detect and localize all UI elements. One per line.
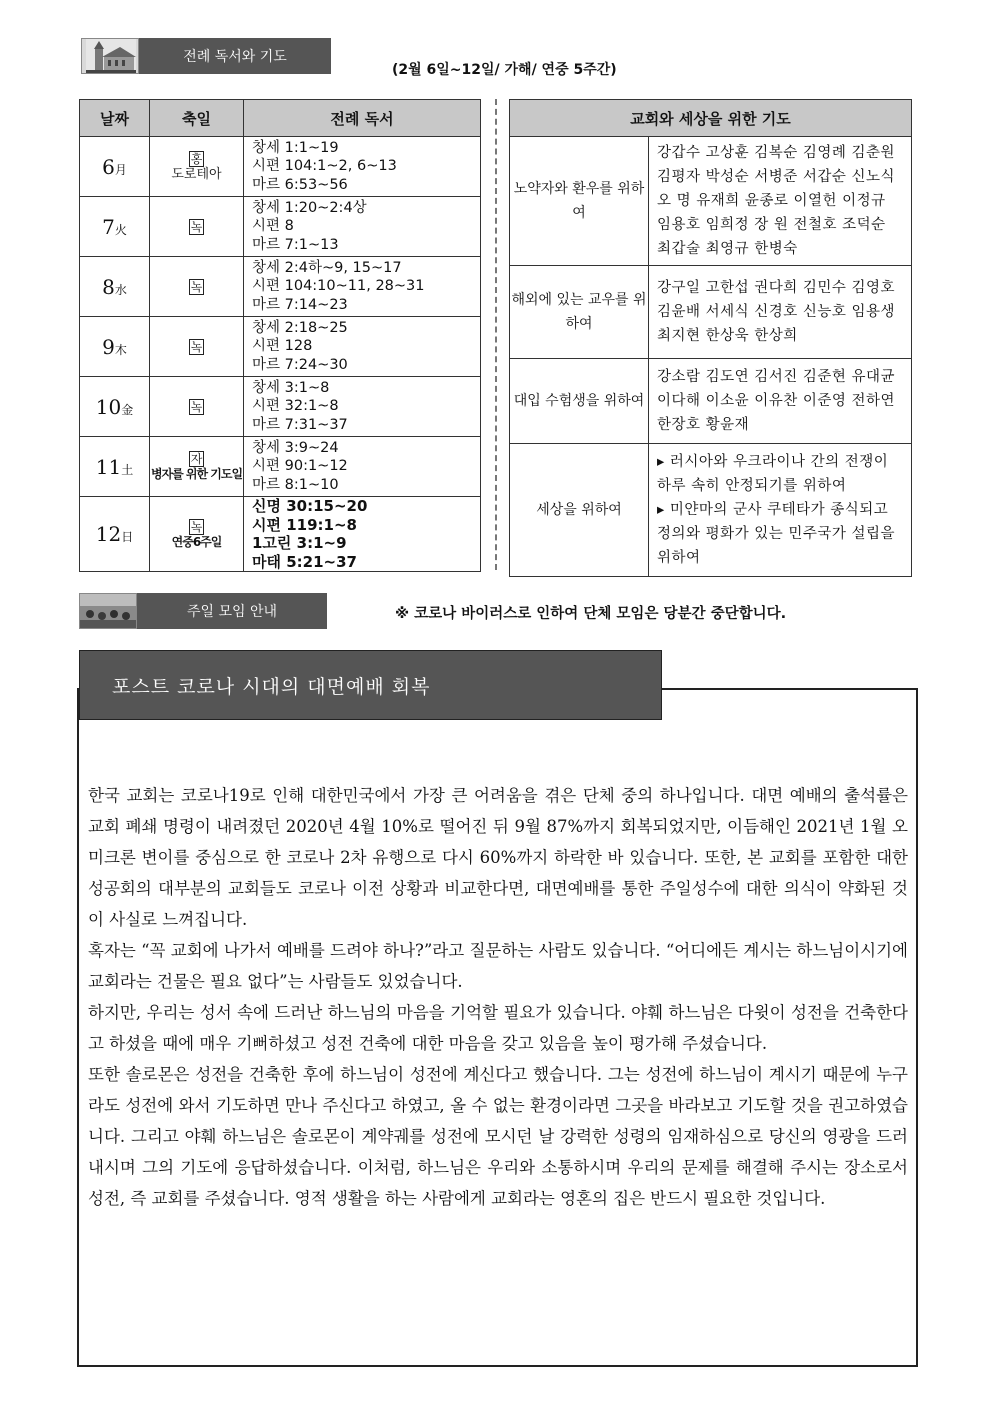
prayer-category-label: 대입 수험생을 위하여 (513, 393, 645, 409)
prayer-line: 임용호 임희정 장 원 전철호 조덕순 (657, 217, 886, 233)
prayer-names (649, 444, 912, 577)
prayer-category-label: 노약자와 환우를 위하여 (513, 181, 645, 221)
feast-name: 연중6주일 (171, 534, 222, 549)
day-number: 9 (102, 334, 115, 359)
reading-line: 창세 3:9~24 (252, 439, 339, 456)
lectionary-banner (81, 38, 331, 74)
reading-line: 시편 128 (252, 338, 313, 355)
reading-line: 창세 2:18~25 (252, 319, 348, 336)
prayer-category (510, 444, 649, 577)
prayer-names (649, 359, 912, 444)
reading-line: 시편 104:10~11, 28~31 (252, 278, 425, 295)
readings-cell (244, 257, 481, 317)
feast-cell (150, 317, 244, 377)
liturgical-color-badge: 홍 (190, 152, 203, 166)
header-date: 날짜 (80, 100, 150, 137)
article-title: 포스트 코로나 시대의 대면예배 회복 (79, 650, 662, 720)
reading-line: 시편 8 (252, 218, 294, 235)
prayer-line: 정의와 평화가 있는 민주국가 설립을 (657, 526, 896, 542)
day-number: 7 (102, 214, 115, 239)
prayer-table (509, 99, 912, 577)
lectionary-row (80, 257, 481, 317)
date-cell (80, 317, 150, 377)
prayer-category (510, 266, 649, 359)
weekday: 金 (121, 402, 134, 417)
readings-cell (244, 317, 481, 377)
article-paragraph: 또한 솔로몬은 성전을 건축한 후에 하느님이 성전에 계신다고 했습니다. 그는 성전에 하느님이 계시기 때문에 누구라도 성전에 와서 기도하면 만나 주신다고 하였고, 올 수 없는 환경이라면 그곳을 바라보고 기도할 것을 권고하였습니다. 그리고 야훼 하느님은 솔로몬이 계약궤를 성전에 모시던 날 강력한 성령의 임재하심으로 당신의 영광을 드러내시며 그의 기도에 응답하셨습니다. 이처럼, 하느님은 우리와 소통하시며 우리의 문제를 해결해 주시는 장소로서 성전, 즉 교회를 주셨습니다. 영적 생활을 하는 사람에게 교회라는 영혼의 집은 반드시 필요한 것입니다. (88, 1065, 908, 1208)
prayer-line: 최갑술 최영규 한병숙 (657, 241, 798, 257)
feast-name: 병자를 위한 기도일 (150, 467, 243, 481)
column-divider (495, 99, 497, 570)
readings-cell (244, 497, 481, 572)
church-thumbnail (81, 38, 139, 74)
prayer-line: 김윤배 서세식 신경호 신능호 임용생 (657, 304, 896, 320)
prayer-names (649, 266, 912, 359)
header-feast: 축일 (150, 100, 244, 137)
prayer-category (510, 359, 649, 444)
date-cell (80, 197, 150, 257)
article-paragraph: 하지만, 우리는 성서 속에 드러난 하느님의 마음을 기억할 필요가 있습니다. 야훼 하느님은 다윗이 성전을 건축한다고 하셨을 때에 매우 기뻐하셨고 성전 건축에 대한 마음을 갖고 있음을 높이 평가해 주셨습니다. (88, 1003, 908, 1053)
day-number: 8 (102, 274, 115, 299)
church-icon (86, 39, 136, 73)
lectionary-row (80, 137, 481, 197)
feast-cell (150, 137, 244, 197)
feast-cell (150, 437, 244, 497)
prayer-line: 오 명 유재희 윤종로 이열헌 이정규 (657, 193, 886, 209)
feast-cell (150, 497, 244, 572)
prayer-line: 한장호 황윤재 (657, 417, 750, 433)
lectionary-row (80, 317, 481, 377)
lectionary-table (79, 99, 481, 572)
prayer-names (649, 137, 912, 266)
reading-line: 신명 30:15~20 (252, 497, 368, 515)
liturgical-color-badge: 녹 (190, 399, 203, 414)
lectionary-row (80, 197, 481, 257)
reading-line: 시편 32:1~8 (252, 398, 339, 415)
prayer-category-label: 세상을 위하여 (536, 502, 622, 518)
reading-line: 마르 8:1~10 (252, 476, 339, 493)
reading-line: 창세 3:1~8 (252, 379, 330, 396)
feast-name: 도로테아 (171, 167, 222, 182)
prayer-row (510, 266, 912, 359)
date-range: (2월 6일~12일/ 가해/ 연중 5주간) (392, 62, 617, 78)
reading-line: 창세 1:20~2:4상 (252, 199, 367, 216)
weekday: 土 (121, 462, 134, 477)
prayer-line: ▸ 러시아와 우크라이나 간의 전쟁이 (657, 454, 889, 470)
prayer-line: 최지현 한상욱 한상희 (657, 328, 798, 344)
liturgical-color-badge: 자 (190, 452, 203, 466)
reading-line: 창세 2:4하~9, 15~17 (252, 259, 402, 276)
meeting-banner-label: 주일 모임 안내 (137, 593, 327, 629)
reading-line: 1고린 3:1~9 (252, 534, 347, 552)
liturgical-color-badge: 녹 (190, 219, 203, 234)
reading-line: 마르 7:14~23 (252, 296, 348, 313)
reading-line: 시편 119:1~8 (252, 515, 357, 534)
day-number: 11 (95, 454, 122, 479)
prayer-line: 김평자 박성순 서병준 서갑순 신노식 (657, 169, 896, 185)
prayer-line: ▸ 미얀마의 군사 쿠테타가 종식되고 (657, 502, 889, 518)
day-number: 10 (95, 394, 122, 419)
meeting-notice: ※ 코로나 바이러스로 인하여 단체 모임은 당분간 중단합니다. (395, 606, 787, 622)
weekday: 水 (114, 282, 127, 297)
lectionary-row (80, 437, 481, 497)
prayer-line: 강구일 고한섭 권다희 김민수 김영호 (657, 280, 896, 296)
reading-line: 마르 7:31~37 (252, 416, 348, 433)
readings-cell (244, 437, 481, 497)
reading-line: 마르 6:53~56 (252, 176, 348, 193)
readings-cell (244, 137, 481, 197)
feast-cell (150, 197, 244, 257)
reading-line: 마태 5:21~37 (252, 552, 357, 571)
lectionary-row (80, 377, 481, 437)
day-number: 6 (102, 154, 115, 179)
meeting-banner (79, 593, 327, 629)
weekday: 木 (114, 342, 127, 357)
prayer-line: 강소람 김도연 김서진 김준현 유대균 (657, 369, 896, 385)
liturgical-color-badge: 녹 (190, 279, 203, 294)
prayer-row (510, 359, 912, 444)
prayer-category-label: 해외에 있는 교우를 위하여 (511, 292, 647, 332)
header-readings: 전례 독서 (244, 100, 481, 137)
date-cell (80, 257, 150, 317)
meeting-photo-thumbnail (79, 593, 137, 629)
weekday: 火 (114, 222, 127, 237)
reading-line: 창세 1:1~19 (252, 139, 339, 156)
article-paragraph: 혹자는 “꼭 교회에 나가서 예배를 드려야 하나?”라고 질문하는 사람도 있습니다. “어디에든 계시는 하느님이시기에 교회라는 건물은 필요 없다”는 사람들도 있었습니다. (88, 941, 908, 991)
date-cell (80, 497, 150, 572)
weekday: 日 (121, 530, 134, 544)
weekday: 月 (114, 162, 127, 177)
feast-cell (150, 257, 244, 317)
liturgical-color-badge: 녹 (190, 339, 203, 354)
prayer-header: 교회와 세상을 위한 기도 (510, 100, 912, 137)
reading-line: 시편 90:1~12 (252, 458, 348, 475)
feast-cell (150, 377, 244, 437)
readings-cell (244, 377, 481, 437)
prayer-line: 강갑수 고상훈 김복순 김영례 김춘원 (657, 145, 896, 161)
lectionary-row (80, 497, 481, 572)
prayer-line: 이다해 이소윤 이유찬 이준영 전하연 (657, 393, 896, 409)
prayer-row (510, 137, 912, 266)
readings-cell (244, 197, 481, 257)
lectionary-banner-label: 전례 독서와 기도 (139, 38, 331, 74)
reading-line: 시편 104:1~2, 6~13 (252, 158, 397, 175)
prayer-line: 위하여 (657, 550, 701, 566)
reading-line: 마르 7:1~13 (252, 236, 339, 253)
article-paragraph: 한국 교회는 코로나19로 인해 대한민국에서 가장 큰 어려움을 겪은 단체 중의 하나입니다. 대면 예배의 출석률은 교회 폐쇄 명령이 내려졌던 2020년 4월 10%로 떨어진 뒤 9월 87%까지 회복되었지만, 이듬해인 2021년 1월 오미크론 변이를 중심으로 한 코로나 2차 유행으로 다시 60%까지 하락한 바 있습니다. 또한, 본 교회를 포함한 대한성공회의 대부분의 교회들도 코로나 이전 상황과 비교한다면, 대면예배를 통한 주일성수에 대한 의식이 약화된 것이 사실로 느껴집니다. (88, 786, 908, 929)
day-number: 12 (95, 522, 122, 546)
prayer-row (510, 444, 912, 577)
prayer-line: 하루 속히 안정되기를 위하여 (657, 478, 847, 494)
meeting-photo-icon (80, 594, 137, 629)
reading-line: 마르 7:24~30 (252, 356, 348, 373)
prayer-category (510, 137, 649, 266)
date-cell (80, 437, 150, 497)
liturgical-color-badge: 녹 (190, 519, 203, 534)
date-cell (80, 137, 150, 197)
article-body (88, 780, 908, 1214)
date-cell (80, 377, 150, 437)
